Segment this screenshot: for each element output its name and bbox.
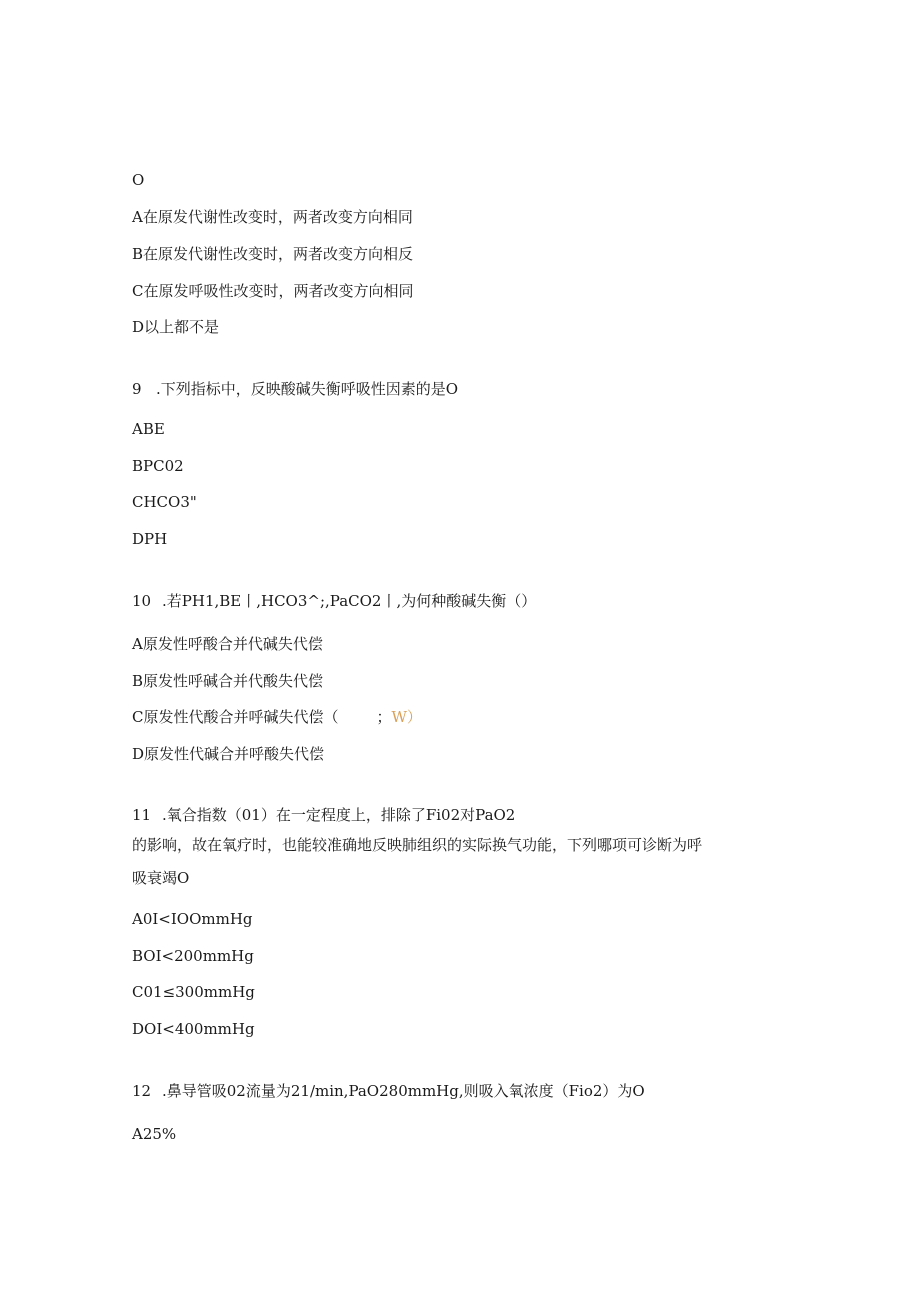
q11-stem-line1: [132, 804, 515, 826]
q11-option-c[interactable]: C01≤300mmHg: [132, 983, 255, 1001]
q11-option-b[interactable]: BOI<200mmHg: [132, 947, 254, 965]
q11-stem-line2: 的影响，故在氧疗时，也能较准确地反映肺组织的实际换气功能，下列哪项可诊断为呼: [132, 836, 703, 854]
q8-option-d[interactable]: D以上都不是: [132, 318, 220, 336]
q10-option-b[interactable]: B原发性呼碱合并代酸失代偿: [132, 672, 324, 690]
q10-option-d[interactable]: D原发性代碱合并呼酸失代偿: [132, 745, 325, 763]
q9-option-a[interactable]: ABE: [132, 420, 165, 438]
q11-option-a[interactable]: A0I<IOOmmHg: [132, 910, 253, 928]
q12-option-a[interactable]: A25%: [132, 1125, 177, 1143]
q8-option-c[interactable]: C在原发呼吸性改变时，两者改变方向相同: [132, 282, 414, 300]
q10-stem: [132, 590, 536, 612]
q10-option-c-faint-note: W）: [391, 708, 422, 726]
q9-option-c[interactable]: CHCO3": [132, 493, 197, 511]
q12-number: 12: [132, 1082, 152, 1100]
q10-number: 10: [132, 592, 152, 610]
q9-number: 9: [132, 380, 142, 398]
q8-option-a[interactable]: A在原发代谢性改变时，两者改变方向相同: [132, 208, 413, 226]
q12-stem: [132, 1080, 645, 1102]
q8-bracket: O: [132, 171, 145, 189]
q10-option-c-text: C原发性代酸合并呼碱失代偿（: [132, 708, 339, 726]
q11-stem-line3: 吸衰竭O: [132, 869, 190, 887]
q10-option-c[interactable]: [132, 706, 422, 728]
q9-stem: [132, 378, 458, 400]
q9-option-b[interactable]: BPC02: [132, 457, 184, 475]
q8-option-b[interactable]: B在原发代谢性改变时，两者改变方向相反: [132, 245, 414, 263]
q10-option-a[interactable]: A原发性呼酸合并代碱失代偿: [132, 635, 323, 653]
q10-option-c-mark: ；: [376, 708, 392, 726]
q11-text-line1: .氧合指数（01）在一定程度上，排除了Fi02对PaO2: [162, 806, 516, 824]
q9-option-d[interactable]: DPH: [132, 530, 168, 548]
q9-text: .下列指标中，反映酸碱失衡呼吸性因素的是O: [156, 380, 459, 398]
q11-option-d[interactable]: DOI<400mmHg: [132, 1020, 255, 1038]
q11-number: 11: [132, 806, 152, 824]
q12-text: .鼻导管吸02流量为21∕min,PaO280mmHg,则吸入氧浓度（Fio2）为O: [162, 1082, 645, 1100]
q10-text: .若PH1,BE丨,HCO3^;,PaCO2丨,为何种酸碱失衡（）: [162, 592, 537, 610]
